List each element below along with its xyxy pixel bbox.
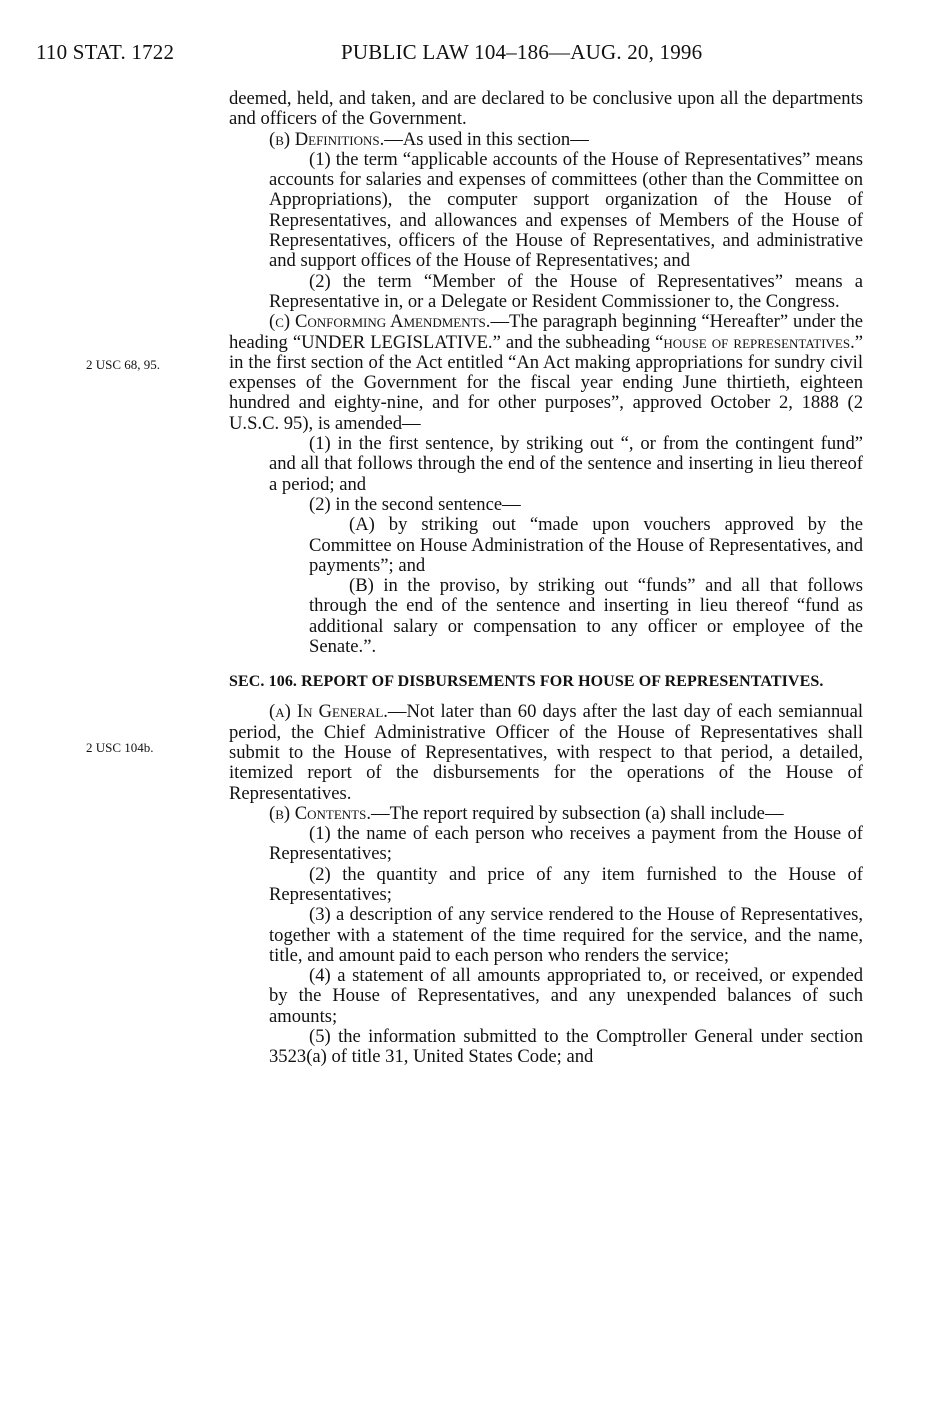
subsection-heading: (c) Conforming Amendments. <box>269 311 491 333</box>
margin-note-usc-68-95: 2 USC 68, 95. <box>86 357 161 372</box>
law-title: PUBLIC LAW 104–186—AUG. 20, 1996 <box>341 40 703 64</box>
amendment-1: (1) in the first sentence, by striking out “, or from the contingent fund” and all that follows through the end of the sentence and inserting in lieu thereof a period; and <box>269 433 863 495</box>
contents-item-1: (1) the name of each person who receives a payment from the House of Representatives; <box>269 823 863 865</box>
paragraph-continuation: deemed, held, and taken, and are declared to be conclusive upon all the departments and officers of the Government. <box>229 88 863 130</box>
subsection-b-definitions: (b) Definitions.—As used in this section— <box>269 128 589 150</box>
contents-item-5: (5) the information submitted to the Comptroller General under section 3523(a) of title 31, United States Code; and <box>269 1026 863 1068</box>
definition-1: (1) the term “applicable accounts of the House of Representatives” means accounts for salaries and expenses of committees (other than the Committee on Appropriations), the computer support organization of the House of Representatives, and allowances and expenses of Members of the House of Representatives, officers of the House of Representatives, and administrative and support offices of the House of Representatives; and <box>269 148 863 272</box>
subsection-heading: (b) Definitions. <box>269 128 385 150</box>
subsection-b-contents: (b) Contents.—The report required by subsection (a) shall include— <box>269 802 784 824</box>
page-reference: 110 STAT. 1722 <box>36 40 175 64</box>
subsection-a-in-general: (a) In General.—Not later than 60 days after the last day of each semiannual period, the Chief Administrative Officer of the House of Representatives shall submit to the House of Representatives, with respect to that period, a detailed, itemized report of the disbursements for the operations of the House of Representatives. <box>229 701 863 804</box>
section-106-heading: SEC. 106. REPORT OF DISBURSEMENTS FOR HOUSE OF REPRESENTATIVES. <box>229 673 824 691</box>
contents-item-4: (4) a statement of all amounts appropriated to, or received, or expended by the House of Representatives, and any unexpended balances of such amounts; <box>269 965 863 1027</box>
amendment-2: (2) in the second sentence— <box>309 493 521 515</box>
definition-2: (2) the term “Member of the House of Representatives” means a Representative in, or a Delegate or Resident Commissioner to, the Congress. <box>269 270 863 312</box>
page-header <box>36 40 916 70</box>
amendment-2-b: (B) in the proviso, by striking out “funds” and all that follows through the end of the sentence and inserting in lieu thereof “fund as additional salary or compensation to any officer or employee of the Senate.”. <box>309 575 863 658</box>
amendment-2-a: (A) by striking out “made upon vouchers approved by the Committee on House Administration of the House of Representatives, and payments”; and <box>309 514 863 576</box>
margin-note-usc-104b: 2 USC 104b. <box>86 740 154 755</box>
contents-item-3: (3) a description of any service rendered to the House of Representatives, together with a statement of the time required for the service, and the name, title, and amount paid to each person who renders the service; <box>269 904 863 966</box>
subsection-heading: (a) In General. <box>269 701 388 723</box>
contents-item-2: (2) the quantity and price of any item furnished to the House of Representatives; <box>269 863 863 905</box>
document-body <box>229 89 863 1068</box>
subsection-heading: (b) Contents. <box>269 802 371 824</box>
subsection-c-conforming-amendments: (c) Conforming Amendments.—The paragraph beginning “Hereafter” under the heading “UNDER LEGISLATIVE.” and the subheading “house of representatives.” in the first section of the Act entitled “An Act making appropriations for sundry civil expenses of the Government for the fiscal year ending June thirtieth, eighteen hundred and eighty-nine, and for other purposes”, approved October 2, 1888 (2 U.S.C. 95), is amended— <box>229 311 863 434</box>
